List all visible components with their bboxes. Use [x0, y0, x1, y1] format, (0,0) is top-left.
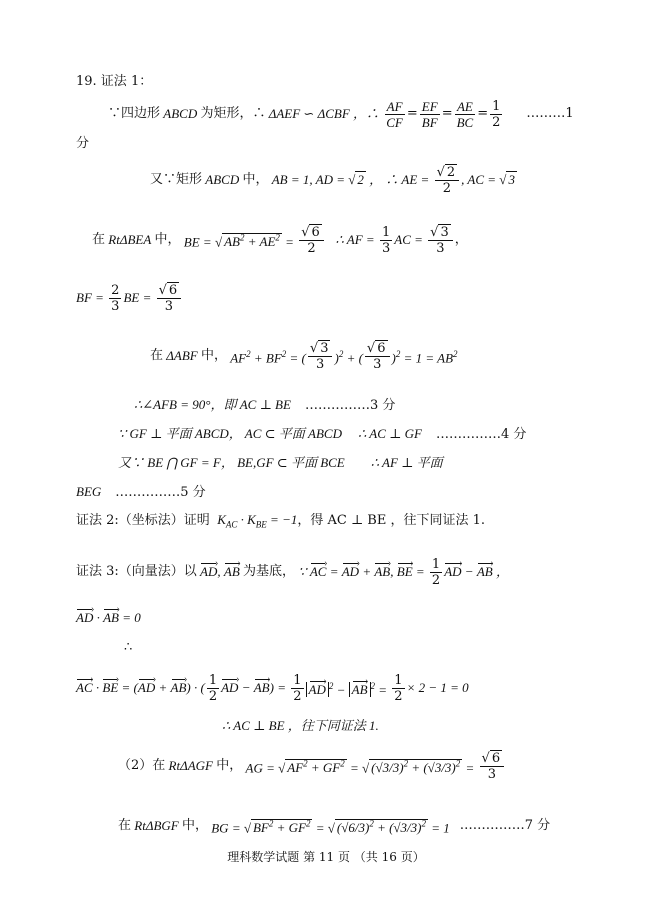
- proof-line-4: BF = $\frac{2}{3}$ BE = $\frac{√ 6}{3}$: [76, 276, 183, 320]
- proof-line-9: BEG ……………5 分: [76, 484, 206, 500]
- proof-line-2: 又∵矩形 ABCD 中， AB = 1, AD = √ 2 ， ∴ AE = $\frac{√ 2}{2}$ , AC = √ 3: [150, 164, 515, 196]
- proof-line-1-unit: 分: [76, 136, 90, 151]
- proof-line-11: 证法 3:（向量法）以 AD ›, AB › 为基底， ∵ AC › = AD › + AB ›, BE › = $\frac{1}{2}$ AD › − AB › ，: [76, 552, 509, 592]
- proof-line-14: ∴ AC ⊥ BE ，往下同证法 1.: [222, 718, 379, 733]
- proof-line-16: 在 RtΔBGF 中， BG = √ $BF^2 + GF^2$ = √ $(√6/3)^2 + (√3/3)^2 = 1$ ……………7 分: [118, 818, 551, 836]
- proof-line-10: 证法 2:（坐标法）证明 $K_{AC} \cdot K_{BE} = -1$，得 AC ⊥ BE ，往下同证法 1.: [76, 512, 486, 530]
- proof-line-5: 在 ΔABF 中， $AF^2 + BF^2$ = ( √ 3 3 )$^2$ + ( √ 6 3 )$^2 = 1 = AB^2$: [150, 340, 458, 372]
- proof-line-13: AC › · BE › = (AD › + AB ›) · ( 1 2 AD › − AB ›) = $\frac{1}{2}$ AD › $^2$ − AB › $^2$ = $\frac{1}{2}$ × 2 − 1 = 0: [76, 668, 469, 708]
- proof-line-12: AD › · AB › = 0: [76, 610, 141, 627]
- proof-line-1: ∵四边形 ABCD 为矩形，∴ ΔAEF ∽ ΔCBF ，∴ AF CF = EF BF = AE BC = 1 2 ………1: [108, 98, 574, 130]
- proof-line-3: 在 RtΔBEA 中， BE = √ $AB^2 + AE^2$ = $\frac{√ 6}{2}$ ∴ AF = $\frac{1}{3}$ AC = $\frac{√ 3}{3}$ ，: [92, 224, 468, 256]
- proof-line-8: 又∵ BE ⋂ GF = F， BE,GF ⊂ 平面 BCE ∴ AF ⊥ 平面: [118, 455, 443, 470]
- question-heading: 19. 证法 1：: [76, 74, 153, 89]
- therefore-symbol: ∴: [124, 640, 133, 655]
- page-footer: 理科数学试题 第 11 页 （共 16 页）: [227, 850, 425, 864]
- proof-line-6: ∴∠AFB = 90°，即 AC ⊥ BE ……………3 分: [134, 397, 396, 413]
- proof-line-7: ∵ GF ⊥ 平面 ABCD， AC ⊂ 平面 ABCD ∴ AC ⊥ GF ……………4 分: [118, 426, 527, 442]
- proof-line-15: （2）在 RtΔAGF 中， AG = √ $AF^2 + GF^2$ = √ $(√3/3)^2 + (√3/3)^2$ = $\frac{√ 6}{3}$: [118, 746, 506, 786]
